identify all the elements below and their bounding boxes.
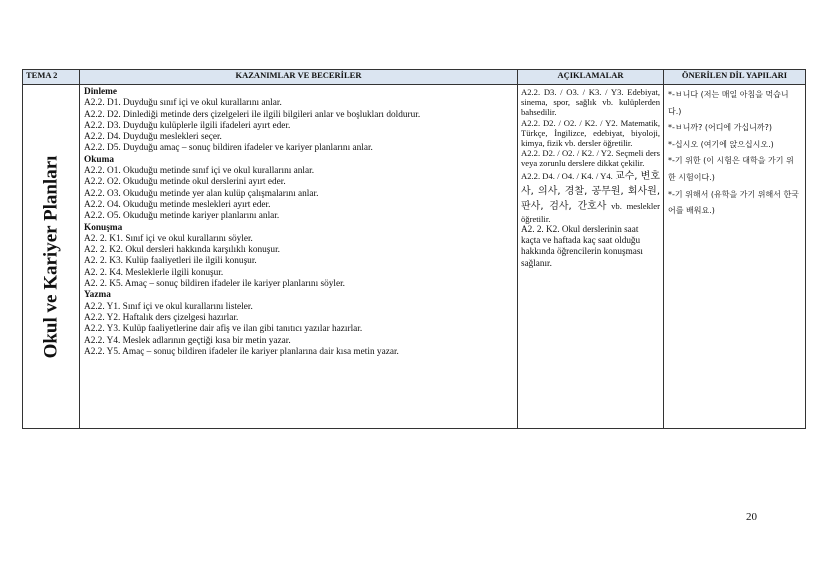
outcome-item: A2.2. Y1. Sınıf içi ve okul kurallarını listeler. xyxy=(84,301,253,312)
language-structure-item: *-기 위해서 (유학을 가기 위해서 한국어를 배워요.) xyxy=(668,189,799,216)
section-heading: Konuşma xyxy=(84,222,123,233)
outcome-item: A2. 2. K3. Kulüp faaliyetleri ile ilgili konuşur. xyxy=(84,256,257,267)
outcome-item: A2.2. O4. Okuduğu metinde meslekleri ayırt eder. xyxy=(84,199,271,210)
outcome-item: A2.2. Y4. Meslek adlarının geçtiği kısa bir metin yazar. xyxy=(84,335,291,346)
explanation-5: A2. 2. K2. Okul derslerinin saat kaçta ve haftada kaç saat olduğu hakkında öğrencilerin konuşması sağlanır. xyxy=(521,223,643,268)
language-structures-cell xyxy=(664,85,806,429)
explanations-cell xyxy=(518,85,664,429)
outcome-item: A2. 2. K1. Sınıf içi ve okul kurallarını söyler. xyxy=(84,233,253,244)
table-header-row xyxy=(23,70,806,85)
outcome-item: A2.2. D1. Duyduğu sınıf içi ve okul kurallarını anlar. xyxy=(84,98,282,109)
tema-cell xyxy=(23,85,80,429)
outcomes-cell xyxy=(80,85,518,429)
outcome-item: A2.2. Y2. Haftalık ders çizelgesi hazırlar. xyxy=(84,312,239,323)
outcome-item: A2. 2. K5. Amaç – sonuç bildiren ifadeler ile kariyer planlarını söyler. xyxy=(84,279,346,290)
outcome-item: A2.2. D3. Duyduğu kulüplerle ilgili ifadeleri ayırt eder. xyxy=(84,120,291,131)
language-structure-item: *-ㅂ니다 (저는 매일 아침을 먹습니다.) xyxy=(668,90,789,116)
outcome-item: A2. 2. K4. Mesleklerle ilgili konuşur. xyxy=(84,267,224,278)
section-heading: Yazma xyxy=(84,290,111,301)
outcome-item: A2.2. Y3. Kulüp faaliyetlerine dair afiş ve ilan gibi tanıtıcı yazılar hazırlar. xyxy=(84,324,363,335)
section-heading: Dinleme xyxy=(84,87,118,97)
curriculum-table xyxy=(22,69,806,429)
explanation-4-suffix: vb. meslekler öğretilir. xyxy=(521,200,660,224)
outcome-item: A2.2. O3. Okuduğu metinde yer alan kulüp çalışmalarını anlar. xyxy=(84,188,319,199)
outcome-item: A2.2. D4. Duyduğu meslekleri seçer. xyxy=(84,132,222,143)
outcome-item: A2.2. Y5. Amaç – sonuç bildiren ifadeler ile kariyer planlarına dair kısa metin yazar. xyxy=(84,346,399,357)
explanation-4-korean: 교수, 변호사, 의사, 경찰, 공무원, 회사원, 판사, 검사, 간호사 xyxy=(521,170,660,212)
explanation-2: A2.2. D2. / O2. / K2. / Y2. Matematik, Türkçe, İngilizce, edebiyat, biyoloji, kimya, fizik vb. dersler öğretilir. xyxy=(521,117,660,149)
section-heading: Okuma xyxy=(84,154,114,165)
language-structure-item: *-십시오 (여기에 앉으십시오.) xyxy=(668,139,774,149)
page-number: 20 xyxy=(746,511,757,523)
language-structure-item: *-기 위한 (이 시험은 대학을 가기 위한 시험이다.) xyxy=(668,156,794,182)
tema-title: Okul ve Kariyer Planları xyxy=(40,155,62,358)
table-row xyxy=(23,85,806,429)
language-structure-item: *-ㅂ니까? (어디에 가십니까?) xyxy=(668,123,772,133)
outcome-item: A2.2. O1. Okuduğu metinde sınıf içi ve okul kurallarını anlar. xyxy=(84,166,315,177)
explanation-1: A2.2. D3. / O3. / K3. / Y3. Edebiyat, sinema, spor, sağlık vb. kulüplerden bahsedilir. xyxy=(521,87,660,118)
header-kazanimlar: KAZANIMLAR VE BECERİLER xyxy=(80,70,518,85)
explanation-4-code: A2.2. D4. / O4. / K4. / Y4. xyxy=(521,170,613,181)
header-tema: TEMA 2 xyxy=(23,70,80,85)
header-dil-yapilari: ÖNERİLEN DİL YAPILARI xyxy=(664,70,806,85)
explanation-3: A2.2. D2. / O2. / K2. / Y2. Seçmeli ders veya zorunlu derslere dikkat çekilir. xyxy=(521,148,660,169)
explanation-4 xyxy=(521,169,660,224)
outcome-item: A2.2. D5. Duyduğu amaç – sonuç bildiren ifadeler ve kariyer planlarını anlar. xyxy=(84,143,373,154)
outcome-item: A2.2. O5. Okuduğu metinde kariyer planlarını anlar. xyxy=(84,211,280,222)
outcome-item: A2.2. D2. Dinlediği metinde ders çizelgeleri ile ilgili bilgileri anlar ve boşlukları doldurur. xyxy=(84,109,421,120)
header-aciklamalar: AÇIKLAMALAR xyxy=(518,70,664,85)
outcome-item: A2. 2. K2. Okul dersleri hakkında karşılıklı konuşur. xyxy=(84,245,280,256)
outcome-item: A2.2. O2. Okuduğu metinde okul derslerini ayırt eder. xyxy=(84,177,286,188)
